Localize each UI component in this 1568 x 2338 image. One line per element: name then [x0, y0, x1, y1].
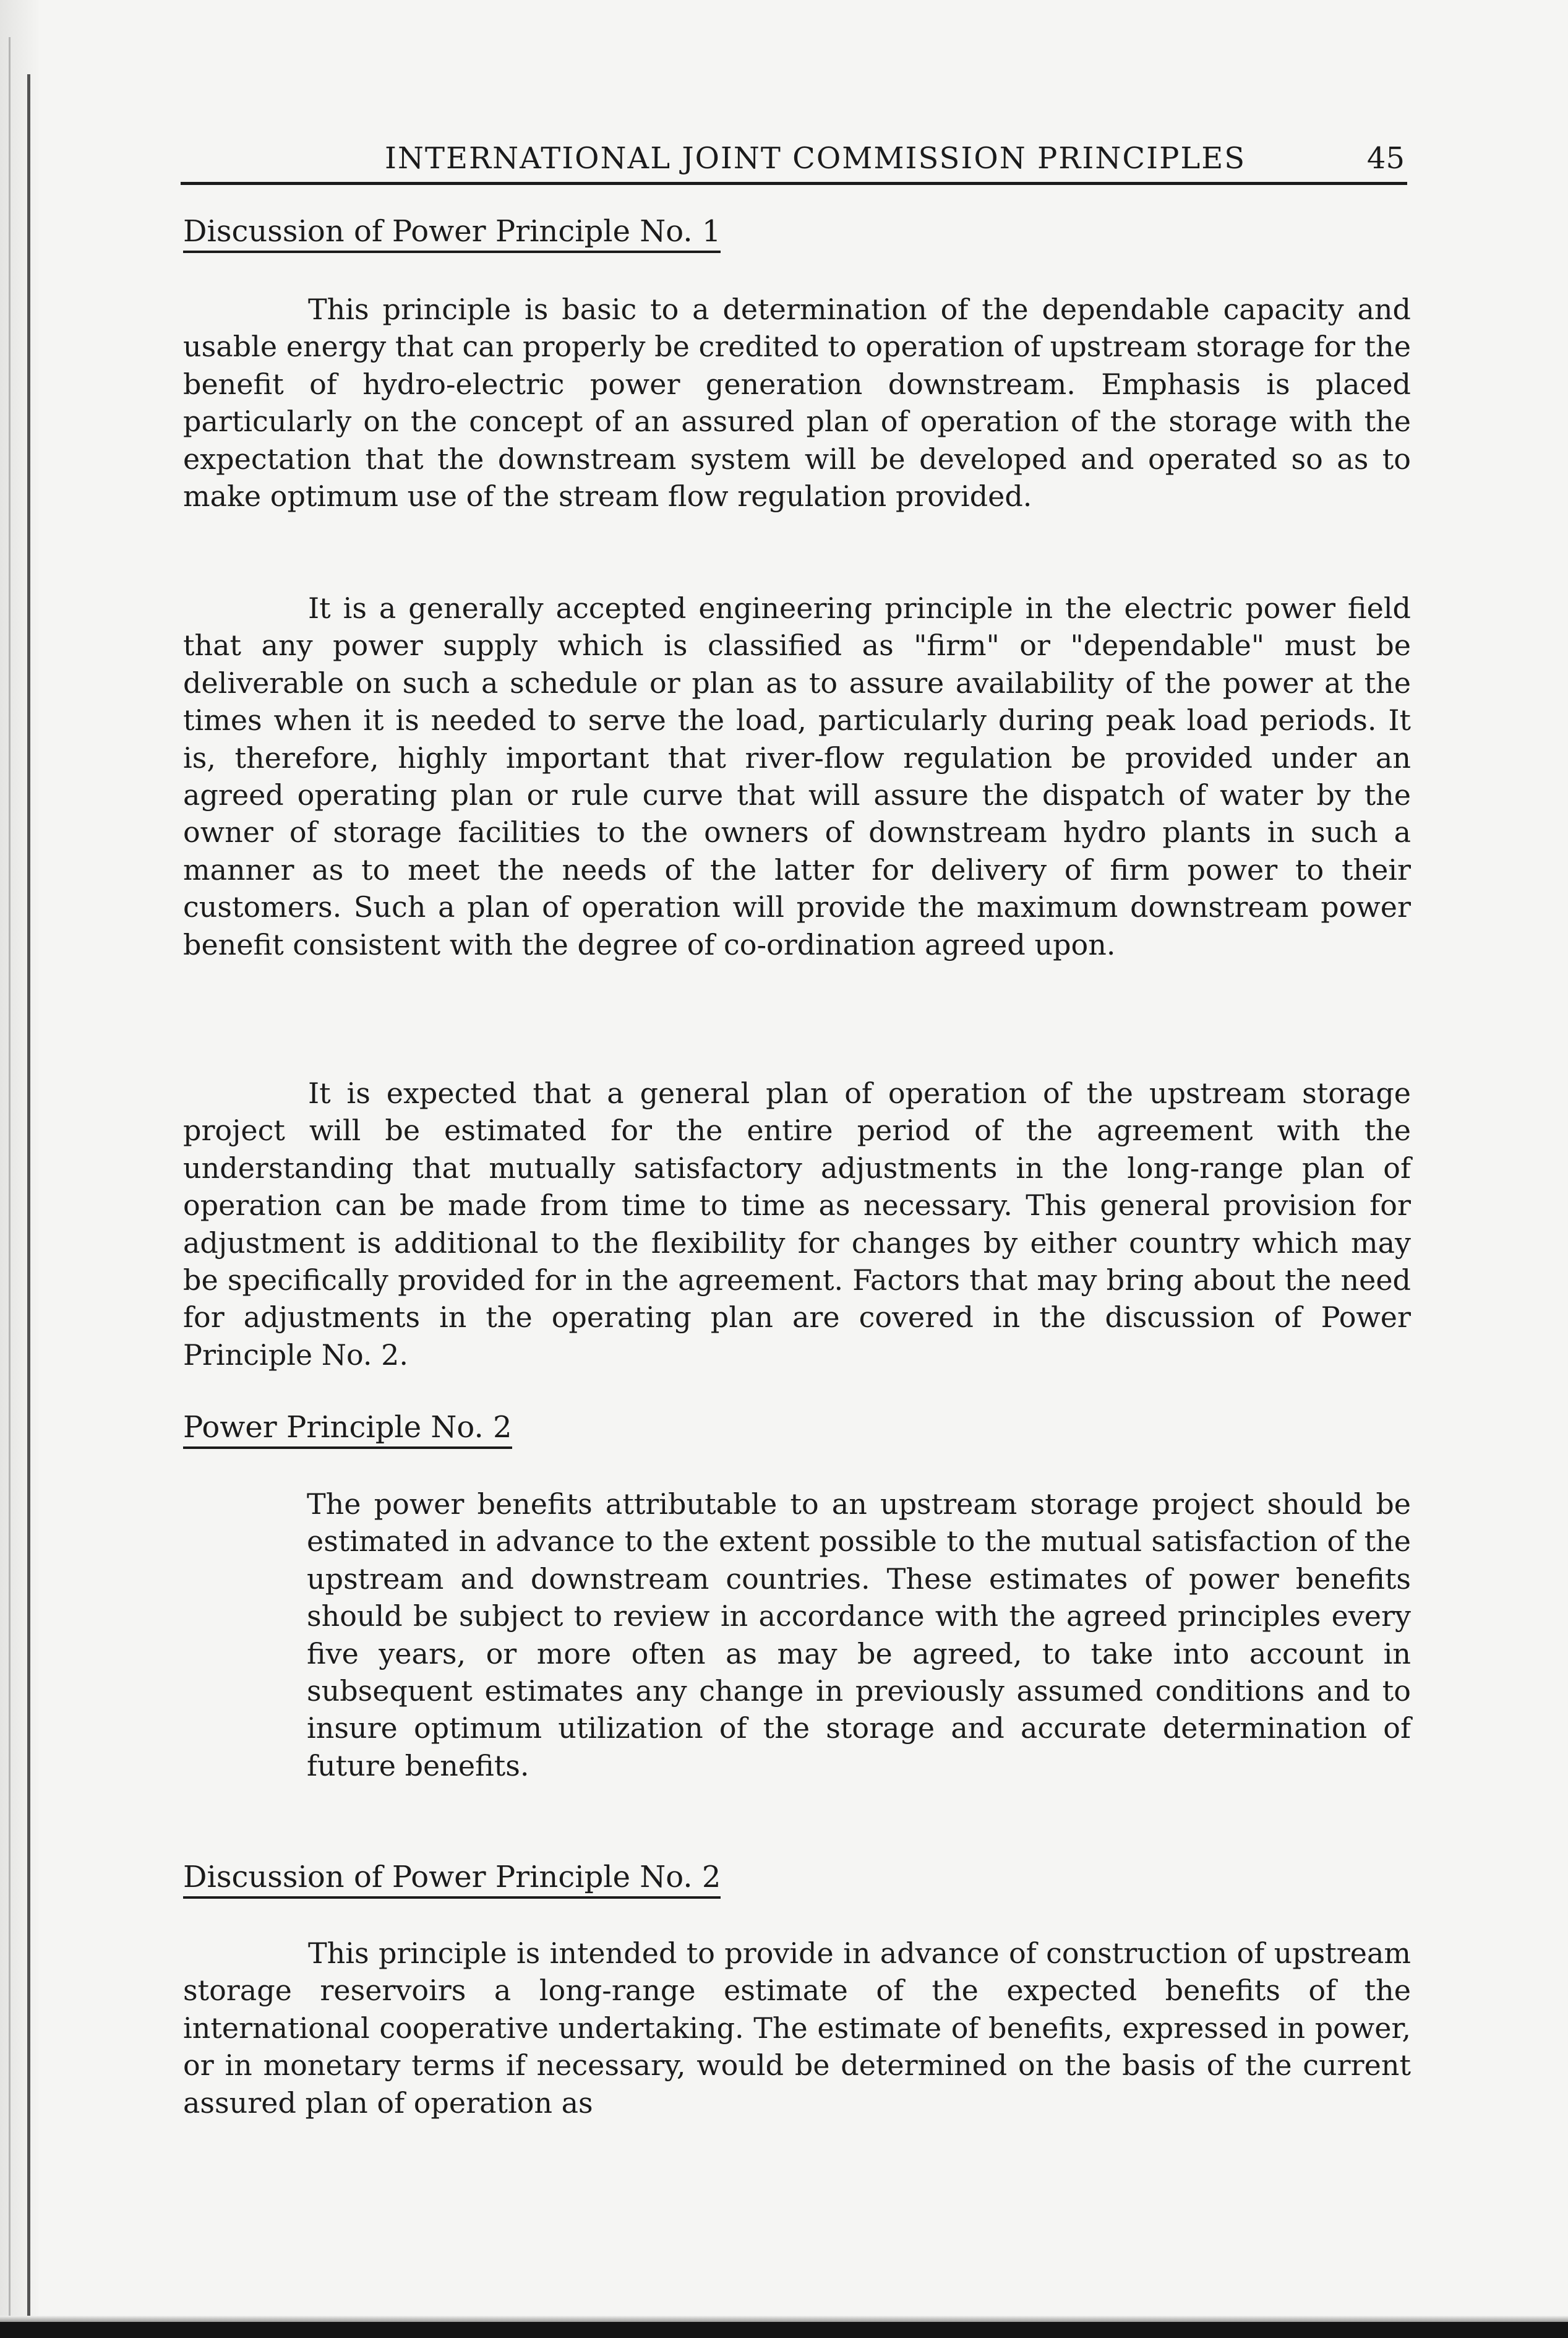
scan-binding-line	[27, 74, 30, 2326]
scan-bottom-edge	[0, 2322, 1568, 2338]
running-title: INTERNATIONAL JOINT COMMISSION PRINCIPLES	[385, 141, 1246, 176]
running-header	[181, 137, 1407, 185]
paragraph-discussion-1-b: It is a generally accepted engineering principle in the electric power field that any power supply which is classified as "firm" or "dependable" must be deliverable on such a schedule or plan as to assure availability of the power at the times when it is needed to serve the load, particularly during peak load periods. It is, therefore, highly important that river-flow regulation be provided under an agreed operating plan or rule curve that will assure the dispatch of water by the owner of storage facilities to the owners of downstream hydro plants in such a manner as to meet the needs of the latter for delivery of firm power to their customers. Such a plan of operation will provide the maximum downstream power benefit consistent with the degree of co-ordination agreed upon.	[183, 591, 1411, 961]
paragraph-discussion-2-a: This principle is intended to provide in advance of construction of upstream storage reservoirs a long-range estimate of the expected benefits of the international cooperative undertaking. The estimate of benefits, expressed in power, or in monetary terms if necessary, would be determined on the basis of the current assured plan of operation as	[183, 1936, 1411, 2120]
page-number: 45	[1366, 141, 1405, 176]
scan-bottom-gradient	[0, 2316, 1568, 2322]
scan-left-margin	[0, 0, 38, 2338]
heading-discussion-principle-1: Discussion of Power Principle No. 1	[183, 213, 721, 253]
principle-2-statement: The power benefits attributable to an upstream storage project should be estimated in advance to the extent possible to the mutual satisfaction of the upstream and downstream countries. These estimates of power benefits should be subject to review in accordance with the agreed principles every five years, or more often as may be agreed, to take into account in subsequent estimates any change in previously assumed conditions and to insure optimum utilization of the storage and accurate determination of future benefits.	[307, 1487, 1411, 1782]
heading-power-principle-2: Power Principle No. 2	[183, 1409, 512, 1449]
paragraph-discussion-1-c: It is expected that a general plan of operation of the upstream storage project will be estimated for the entire period of the agreement with the understanding that mutually satisfactory adjustments in the long-range plan of operation can be made from time to time as necessary. This general provision for adjustment is additional to the flexibility for changes by either country which may be specifically provided for in the agreement. Factors that may bring about the need for adjustments in the operating plan are covered in the discussion of Power Principle No. 2.	[183, 1077, 1411, 1372]
paragraph-discussion-1-a: This principle is basic to a determination of the dependable capacity and usable energy that can properly be credited to operation of upstream storage for the benefit of hydro-electric power generation downstream. Emphasis is placed particularly on the concept of an assured plan of operation of the storage with the expectation that the downstream system will be developed and operated so as to make optimum use of the stream flow regulation provided.	[183, 293, 1411, 514]
heading-discussion-principle-2: Discussion of Power Principle No. 2	[183, 1859, 721, 1899]
scan-binding-shadow	[9, 37, 11, 2326]
